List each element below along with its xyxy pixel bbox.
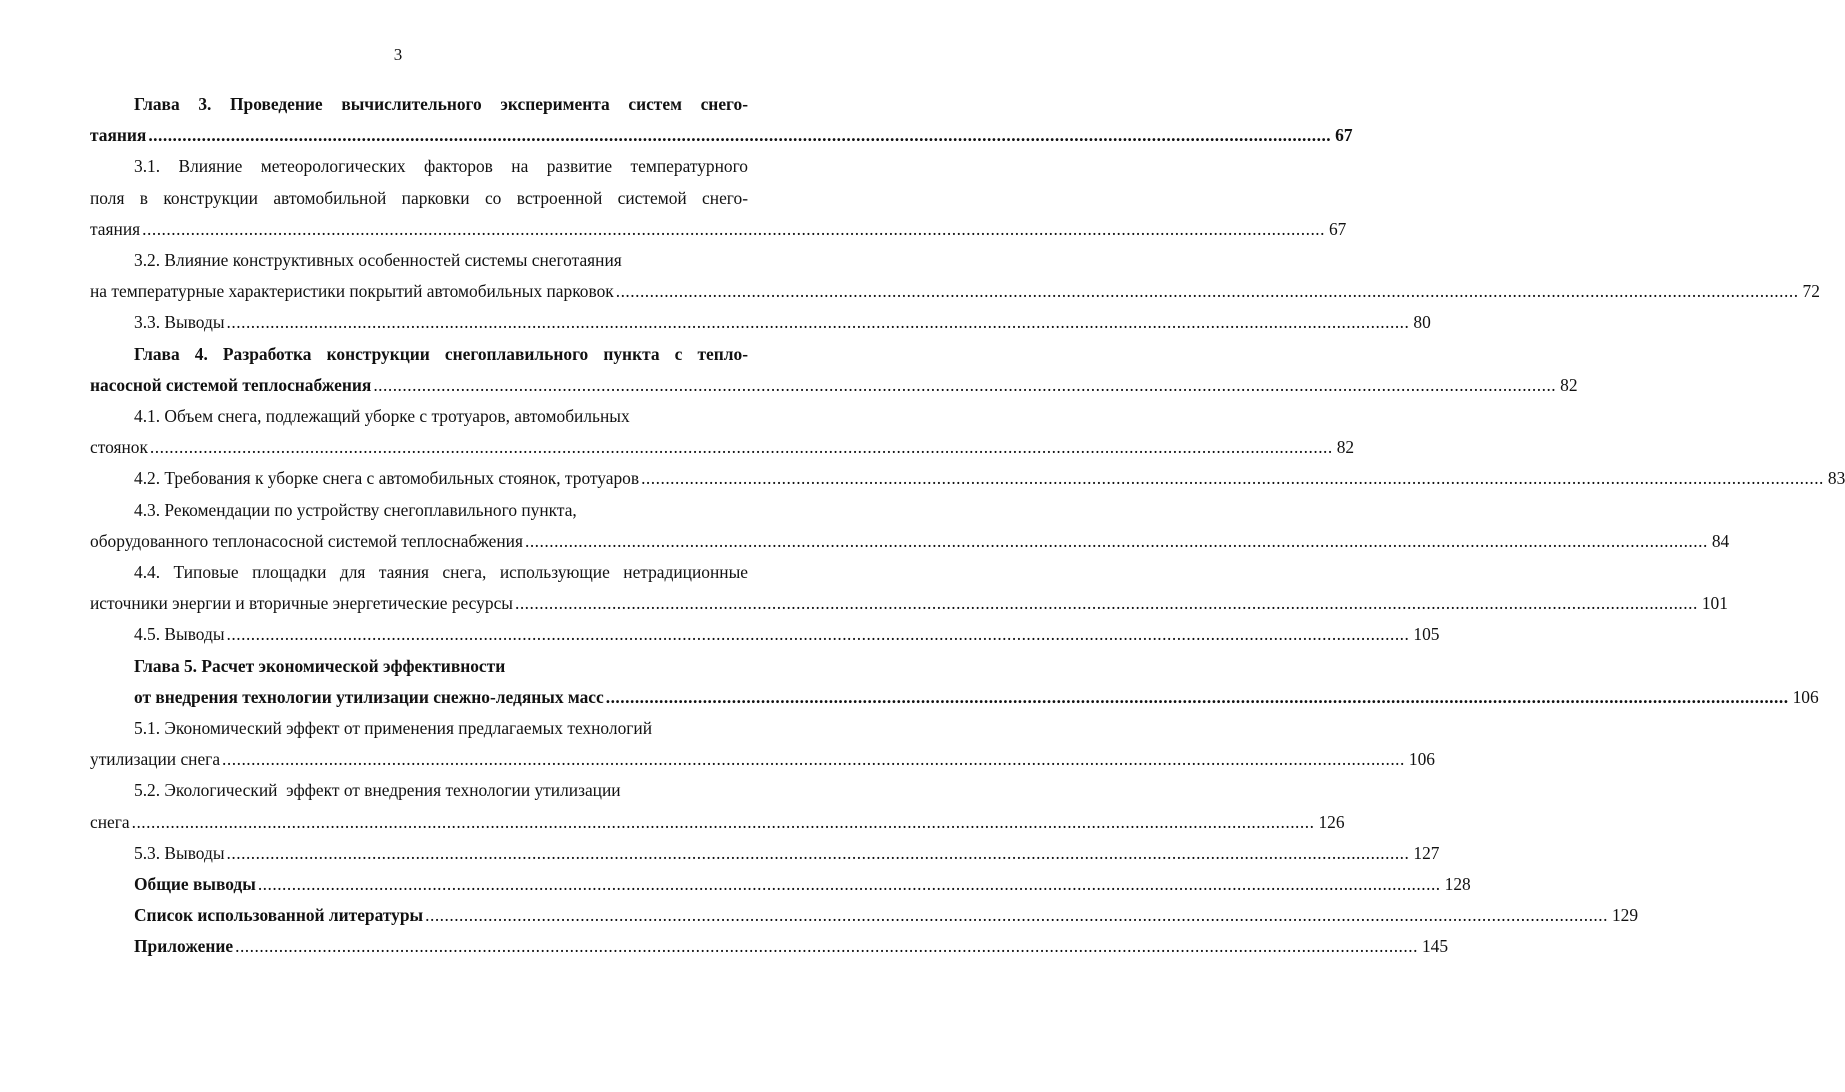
toc-leader-dots [132,807,1315,838]
toc-page-number: 67 [1328,218,1347,239]
toc-entry-4-4[interactable] [90,557,1728,619]
toc-leader-dots [142,214,1325,245]
toc-entry-chapter-5[interactable] [90,651,1819,713]
toc-entry-text: 3.3. Выводы [134,312,225,333]
toc-leader-dots [235,931,1418,962]
toc-entry-text: утилизации снега [90,749,221,770]
toc-entry-text: поля в конструкции автомобильной парковки со встроенной системой снего- [90,187,748,208]
toc-page-number: 127 [1413,842,1440,863]
toc-entry-text: 4.5. Выводы [134,624,225,645]
toc-page-number: 129 [1611,905,1639,926]
toc-entry-text: оборудованного теплонасосной системой теплоснабжения [90,530,523,551]
toc-leader-dots [373,370,1556,401]
toc-leader-dots [150,432,1333,463]
toc-entry-text: 4.1. Объем снега, подлежащий уборке с тротуаров, автомобильных [134,406,630,427]
toc-entry-text: таяния [90,125,147,146]
toc-entry-text: Приложение [134,936,234,957]
toc-entry-references[interactable] [90,900,1639,931]
toc-page-number: 126 [1318,811,1345,832]
toc-leader-dots [425,900,1608,931]
toc-entry-text: 4.2. Требования к уборке снега с автомобильных стоянок, тротуаров [134,468,640,489]
toc-entry-text: 5.2. Экологический эффект от внедрения технологии утилизации [134,780,621,801]
toc-page-number: 145 [1421,936,1449,957]
toc-entry-5-3[interactable] [90,838,1440,869]
toc-entry-text: 5.3. Выводы [134,842,225,863]
toc-page-number: 106 [1408,749,1435,770]
toc-entry-3-2[interactable] [90,245,1820,307]
toc-entry-text: 4.4. Типовые площадки для таяния снега, использующие нетрадиционные [134,562,748,583]
toc-entry-text: 5.1. Экономический эффект от применения предлагаемых технологий [134,718,653,739]
table-of-contents [90,89,1845,963]
toc-entry-general-conclusions[interactable] [90,869,1471,900]
toc-entry-chapter-4[interactable] [90,339,1578,401]
page-number: 3 [393,45,403,64]
toc-page-number: 105 [1413,624,1440,645]
toc-leader-dots [525,526,1708,557]
toc-leader-dots [258,869,1441,900]
toc-entry-4-3[interactable] [90,495,1730,557]
toc-leader-dots [222,744,1405,775]
toc-entry-text: насосной системой теплоснабжения [90,374,372,395]
toc-entry-text: таяния [90,218,141,239]
toc-page-number: 84 [1711,530,1730,551]
toc-entry-5-2[interactable] [90,775,1345,837]
toc-leader-dots [227,838,1410,869]
toc-entry-text: снега [90,811,130,832]
toc-entry-appendix[interactable] [90,931,1449,962]
toc-entry-text: Список использованной литературы [134,905,424,926]
toc-leader-dots [148,120,1331,151]
toc-entry-text: на температурные характеристики покрытий автомобильных парковок [90,281,614,302]
toc-page-number: 82 [1336,437,1355,458]
toc-leader-dots [227,619,1410,650]
toc-leader-dots [606,682,1789,713]
toc-page-number: 101 [1701,593,1728,614]
toc-entry-text: от внедрения технологии утилизации снежно-ледяных масс [134,686,604,707]
toc-page-number: 128 [1444,874,1471,895]
toc-entry-text: 3.1. Влияние метеорологических факторов на развитие температурного [134,156,748,177]
toc-page-number: 106 [1792,686,1819,707]
toc-entry-text: 3.2. Влияние конструктивных особенностей системы снеготаяния [134,250,622,271]
toc-entry-text: Глава 3. Проведение вычислительного эксперимента систем снего- [134,94,748,114]
toc-entry-4-5[interactable] [90,619,1440,650]
toc-entry-4-2[interactable] [90,463,1845,494]
toc-entry-chapter-3[interactable] [90,89,1353,151]
toc-leader-dots [641,463,1824,494]
toc-page-number: 72 [1802,281,1820,302]
toc-entry-text: Общие выводы [134,874,256,895]
toc-leader-dots [227,307,1410,338]
toc-page-number: 83 [1827,468,1845,489]
toc-entry-4-1[interactable] [90,401,1355,463]
toc-entry-3-3[interactable] [90,307,1431,338]
toc-entry-5-1[interactable] [90,713,1435,775]
toc-leader-dots [515,588,1698,619]
toc-entry-text: Глава 5. Расчет экономической эффективности [134,655,506,676]
toc-entry-text: Глава 4. Разработка конструкции снегоплавильного пункта с тепло- [134,343,748,364]
toc-entry-3-1[interactable] [90,151,1347,245]
toc-page-number: 82 [1560,374,1578,395]
toc-page-number: 80 [1413,312,1431,333]
toc-entry-text: стоянок [90,437,148,458]
toc-leader-dots [616,276,1799,307]
toc-entry-text: 4.3. Рекомендации по устройству снегоплавильного пункта, [134,499,577,520]
toc-entry-text: источники энергии и вторичные энергетические ресурсы [90,593,513,614]
toc-page-number: 67 [1335,125,1353,146]
